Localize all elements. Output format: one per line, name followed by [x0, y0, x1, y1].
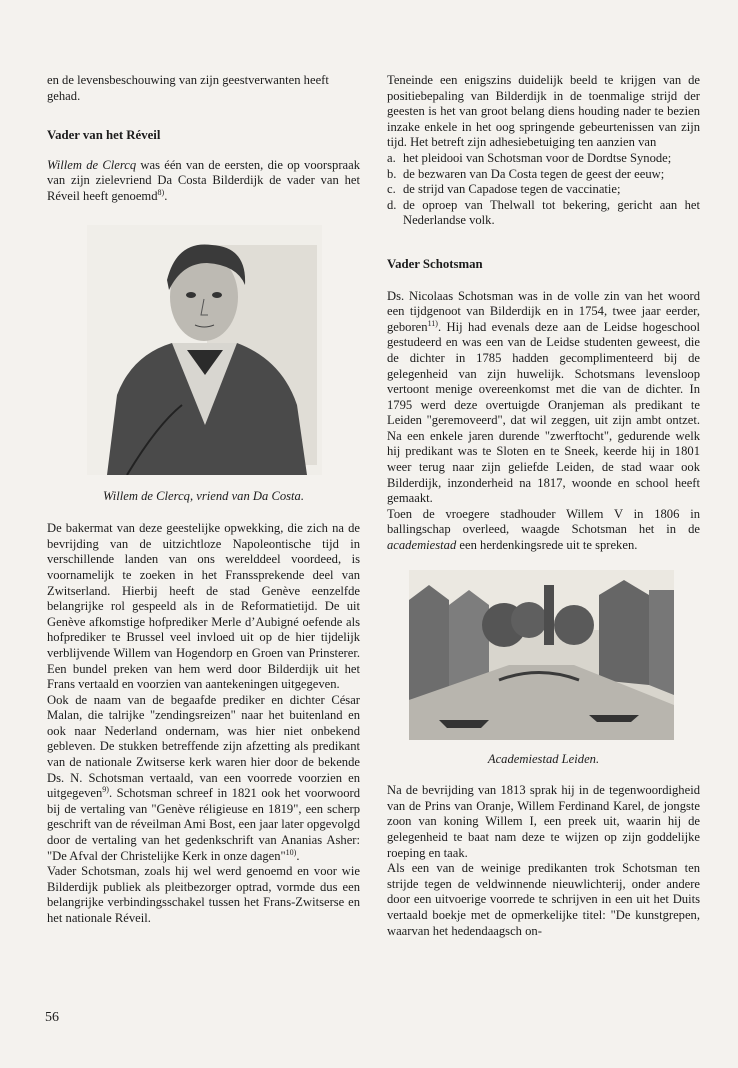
footnote-ref: 9): [102, 785, 109, 795]
list-item: d. de oproep van Thelwall tot bekering, gericht aan het Nederlandse volk.: [387, 197, 700, 228]
paragraph-bakermat: De bakermat van deze geestelijke opwekking, die zich na de bevrijding van de uitzichtloze Napoleontische tijd in verschillende landen van ons werelddeel voordeed, is voornamelijk te zoeken in het Franssprekende deel van Zwitserland. Hierbij heeft de stad Genève eenzelfde belangrijke rol gespeeld als in de Reformatietijd. De uit Genève afkomstige hofprediker Merle d’Aubigné oefende als hofprediker te Brussel veel invloed uit op de hier tijdelijk verblijvende Willem van Hogendorp en Groen van Prinsterer. Een bundel preken van hem werd door Bilderdijk uit het Frans vertaald en voorzien van aantekeningen uitgegeven.: [47, 521, 360, 692]
page-number: 56: [45, 1010, 59, 1025]
leiden-figure: [409, 570, 674, 740]
portrait-figure: [87, 225, 322, 475]
section-heading-schotsman: Vader Schotsman: [387, 256, 483, 271]
right-column: [387, 73, 700, 939]
paragraph-teneinde: Teneinde een enigszins duidelijk beeld te krijgen van de positiebepaling van Bilderdijk in de toenmalige strijd der geesten is het van groot belang diens houding nader te bezien inzake enkele in het oog springende gebeurtenissen van zijn tijd. Het betreft zijn adhesiebetuiging ten aanzien van: [387, 73, 700, 150]
left-column: [47, 73, 360, 927]
section-heading-reveil: Vader van het Réveil: [47, 128, 161, 143]
paragraph-nicolaas: Ds. Nicolaas Schotsman was in de volle zin van het woord een tijdgenoot van Bilderdijk en in 1754, twee jaar eerder, geboren$^{11)}$. Hij had evenals deze aan de Leidse hogeschool gestudeerd en was een van de Leidse studenten geweest, die de dichter in 1785 hadden gecomplimenteerd bij de gelegenheid van zijn huwelijk. Schotsmans levensloop vertoont menige overeenkomst met die van de dichter. In 1795 werd deze overtuigde Oranjeman als predikant te Leiden "geremoveerd", dat wil zeggen, uit zijn ambt ontzet. Na een enkele jaren durende "zwerftocht", gedurende welk hij predikant was te Sloten en te Sneek, keerde hij in 1801 weer terug naar zijn geliefde Leiden, de stad waar ook Bilderdijk, inzonderheid na 1817, woonde en school heeft gemaakt.: [387, 288, 700, 506]
list-item: a. het pleidooi van Schotsman voor de Dordtse Synode;: [387, 150, 672, 165]
paragraph-stadhouder: Toen de vroegere stadhouder Willem V in 1806 in ballingschap overleed, waagde Schotsman het in de academiestad een herdenkingsrede uit te spreken.: [387, 506, 700, 553]
leiden-caption: Academiestad Leiden.: [487, 751, 600, 766]
paragraph-weinige: Als een van de weinige predikanten trok Schotsman ten strijde tegen de veldwinnende nieuwlichterij, onder andere door een uitvoerige voorrede te schrijven in een uit het Duits vertaald boekje met de opmerkelijke titel: "De kunstgrepen, waarvan het hedendaagsch on-: [387, 861, 700, 938]
paragraph-vader-schotsman: Vader Schotsman, zoals hij wel werd genoemd en voor wie Bilderdijk publiek als pleitbezorger optrad, vormde dus een belangrijke verbindingsschakel tussen het Frans-Zwitserse en het nationale Réveil.: [47, 864, 360, 925]
list-item: c. de strijd van Capadose tegen de vaccinatie;: [387, 182, 621, 197]
footnote-ref: 11): [427, 318, 438, 328]
portrait-caption: Willem de Clercq, vriend van Da Costa.: [102, 488, 304, 503]
paragraph-clercq: Willem de Clercq was één van de eersten, die op voorspraak van zijn zielevriend Da Costa Bilderdijk de vader van het Réveil heeft genoemd$^{8)}$.: [47, 157, 360, 203]
paragraph-malan: Ook de naam van de begaafde prediker en dichter César Malan, die talrijke "zendingsreizen" naar het buitenland en ook naar Nederland ondernam, was hier niet onbekend gebleven. De stukken betreffende zijn afzetting als predikant van de nationale Zwitserse kerk waren hier door de bekende Ds. N. Schotsman vertaald, van een voorrede voorzien en uitgegeven$^{9)}$. Schotsman schreef in 1821 ook het voorwoord bij de vertaling van "Genève réligieuse en 1819", een scherp geschrift van de réveilman Ami Bost, een jaar later opgevolgd door de vertaling van het gedenkschrift van Ananias Asher: "De Afval der Christelijke Kerk in onze dagen"$^{10)}$.: [47, 692, 360, 863]
portrait-image: [87, 225, 322, 475]
footnote-ref: 10): [285, 847, 297, 857]
paragraph-bevrijding: Na de bevrijding van 1813 sprak hij in de tegenwoordigheid van de Prins van Oranje, Willem Ferdinand Karel, de jongste zoon van koning Willem I, een preek uit, waarin hij de gelegenheid te baat nam deze te wijzen op zijn goddelijke roeping en taak.: [387, 783, 700, 860]
intro-paragraph: en de levensbeschouwing van zijn geestverwanten heeft gehad.: [47, 73, 329, 103]
adhesion-list: [387, 151, 700, 229]
list-item: b. de bezwaren van Da Costa tegen de geest der eeuw;: [387, 166, 665, 181]
footnote-ref: 8): [157, 187, 165, 197]
leiden-canal-image: [409, 570, 674, 740]
clercq-name: Willem de Clercq: [47, 157, 137, 172]
